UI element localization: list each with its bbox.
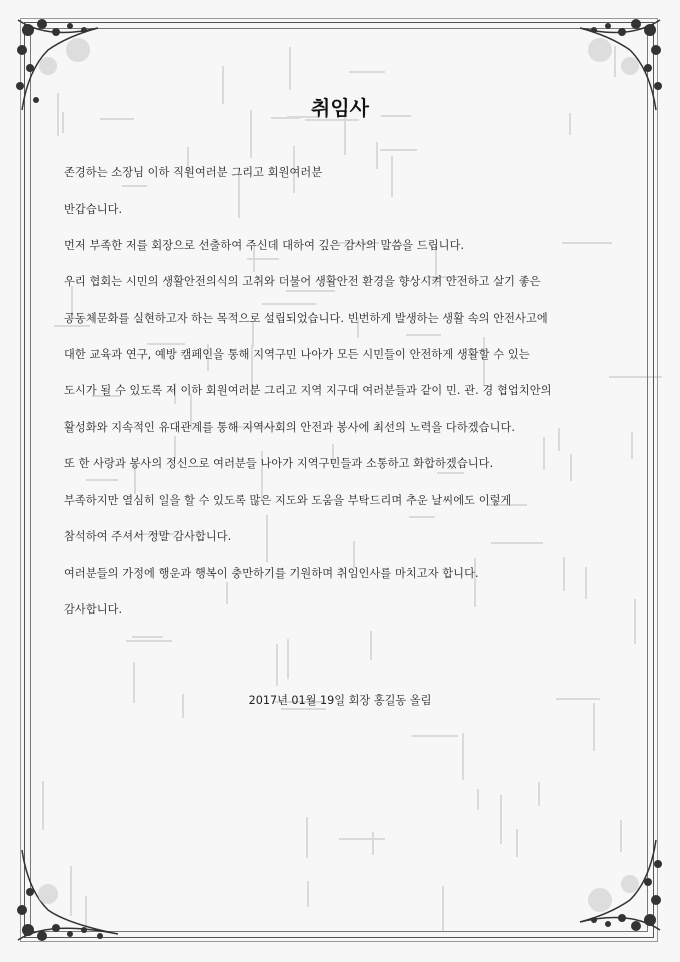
background-dash	[406, 334, 441, 336]
background-dash	[634, 599, 636, 644]
background-dash	[132, 636, 162, 638]
paragraph-line: 또 한 사랑과 봉사의 정신으로 여러분들 나아가 지역구민들과 소통하고 화합하겠습니다.	[64, 457, 494, 470]
paragraph-line: 우리 협회는 시민의 생활안전의식의 고취와 더불어 생활안전 환경을 향상시켜 안전하고 살기 좋은	[64, 275, 541, 288]
background-dash	[380, 149, 417, 151]
paragraph-line: 여러분들의 가정에 행운과 행복이 충만하기를 기원하며 취임인사를 마치고자 합니다.	[64, 567, 479, 580]
background-dash	[353, 541, 355, 567]
outer-frame	[24, 22, 654, 938]
paragraph-line: 부족하지만 열심히 일을 할 수 있도록 많은 지도와 도움을 부탁드리며 추운 날씨에도 이렇게	[64, 494, 512, 507]
paragraph-line: 도시가 될 수 있도록 저 이하 회원여러분 그리고 지역 지구대 여러분들과 같이 민. 관. 경 협업치안의	[64, 384, 552, 397]
background-dash	[252, 322, 254, 347]
background-dash	[122, 185, 147, 187]
page-title: 취임사	[311, 96, 369, 120]
background-dash	[500, 795, 502, 844]
background-dash	[585, 567, 587, 599]
background-dash	[247, 258, 279, 260]
background-dash	[570, 454, 572, 481]
background-dash	[562, 242, 612, 244]
background-dash	[281, 708, 326, 710]
background-dash	[477, 789, 479, 810]
background-dash	[442, 886, 444, 932]
background-dash	[593, 703, 595, 751]
background-dash	[372, 832, 374, 855]
background-dash	[349, 71, 386, 73]
paragraph-line: 반갑습니다.	[64, 203, 123, 216]
background-dash	[558, 428, 560, 451]
background-dash	[376, 142, 378, 169]
paragraph-line: 공동체문화를 실현하고자 하는 목적으로 설립되었습니다. 빈번하게 발생하는 생활 속의 안전사고에	[64, 312, 548, 325]
background-dash	[563, 557, 565, 591]
background-dash	[609, 376, 662, 378]
background-dash	[266, 515, 268, 562]
background-dash	[287, 639, 289, 678]
background-dash	[437, 472, 465, 474]
background-dash	[538, 782, 540, 806]
paragraph-line: 존경하는 소장님 이하 직원여러분 그리고 회원여러분	[64, 166, 323, 179]
background-dash	[631, 432, 633, 459]
background-dash	[409, 516, 436, 518]
signature-line: 2017년 01월 19일 회장 홍길동 올림	[248, 694, 432, 707]
background-dash	[286, 290, 334, 292]
paragraph-line: 참석하여 주셔서 정말 감사합니다.	[64, 530, 232, 543]
paragraph-line: 감사합니다.	[64, 603, 123, 616]
paragraph-line: 활성화와 지속적인 유대관계를 통해 지역사회의 안전과 봉사에 최선의 노력을 다하겠습니다.	[64, 421, 516, 434]
background-dash	[516, 829, 518, 857]
background-dash	[412, 735, 458, 737]
floral-vine-icon	[8, 840, 138, 950]
background-dash	[391, 156, 393, 197]
background-dash	[86, 479, 118, 481]
background-dash	[147, 343, 185, 345]
background-dash	[126, 640, 172, 642]
background-dash	[370, 631, 372, 659]
background-dash	[262, 303, 315, 305]
paragraph-line: 대한 교육과 연구, 예방 캠페인을 통해 지역구민 나아가 모든 시민들이 안전하게 생활할 수 있는	[64, 348, 530, 361]
background-dash	[238, 175, 240, 218]
background-dash	[226, 582, 228, 604]
background-dash	[289, 47, 291, 90]
background-dash	[42, 781, 44, 831]
background-dash	[543, 437, 545, 470]
paragraph-line: 먼저 부족한 저를 회장으로 선출하여 주신데 대하여 깊은 감사의 말씀을 드립니다.	[64, 239, 465, 252]
floral-vine-icon	[540, 830, 670, 940]
background-dash	[307, 881, 309, 907]
background-dash	[491, 542, 543, 544]
background-dash	[306, 817, 308, 859]
background-dash	[276, 644, 278, 686]
background-dash	[339, 838, 384, 840]
background-dash	[462, 733, 464, 780]
